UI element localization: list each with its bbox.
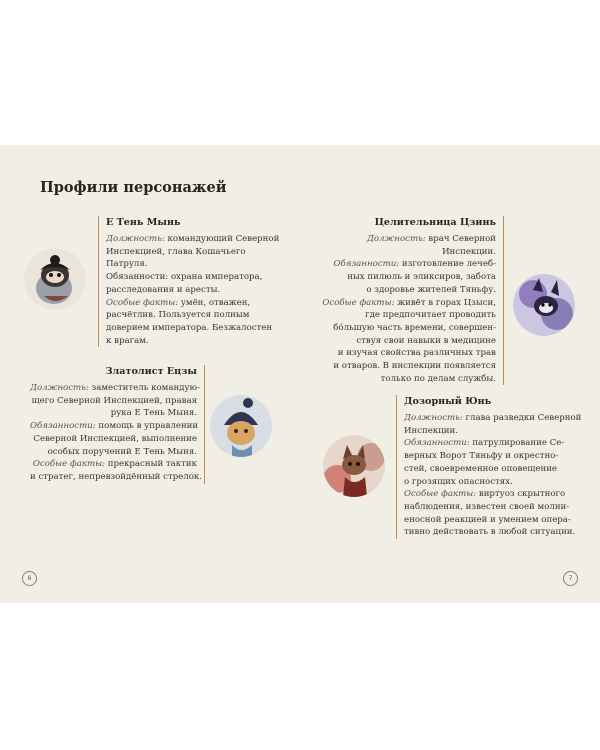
profile-tselitelnitsa-tszin: Целительница Цзинь Должность: врач Северной Инспекции. Обязанности: изготовление лечеб- ных пилюль и эликсиров, забота о здоровье жителей Тяньфу. Особые факты: живёт в горах Цзыси, где предпочитает проводить бо́льшую часть времени, совершен- ствуя свои навыки в медицине и изучая свойства различных трав и отваров. В инспекции появляется только по делам службы. [313, 216, 504, 385]
page-number-left: 6 [22, 571, 37, 586]
profile-name: Е Тень Мынь [106, 217, 181, 228]
avatar-tselitelnitsa-tszin [513, 274, 575, 336]
portrait-purple-cat-icon [513, 274, 575, 336]
profile-name: Целительница Цзинь [374, 217, 496, 228]
profile-name: Дозорный Юнь [404, 396, 492, 407]
avatar-zlatolist-yetszy [210, 395, 272, 457]
portrait-black-cat-icon [24, 248, 86, 310]
book-spread [0, 145, 600, 603]
page-title: Профили персонажей [40, 179, 227, 196]
portrait-ginger-cat-icon [210, 395, 272, 457]
page-number-right: 7 [563, 571, 578, 586]
profile-name: Златолист Ецзы [105, 366, 197, 377]
avatar-e-ten-myn [24, 248, 86, 310]
profile-dozorny-yun: Дозорный Юнь Должность: глава разведки Северной Инспекции. Обязанности: патрулирование Се- верных Ворот Тяньфу и окрестно- стей, своевременное оповещение о грозящих опасностях. Особые факты: виртуоз скрытного наблюдения, известен своей молни- еносной реакцией и умением опера- тивно действовать в любой ситуации. [396, 395, 589, 539]
portrait-red-cat-icon [323, 435, 385, 497]
avatar-dozorny-yun [323, 435, 385, 497]
profile-e-ten-myn: Е Тень Мынь Должность: командующий Северной Инспекцией, глава Кошачьего Патруля. Обязанности: охрана императора, расследования и аресты. Особые факты: умён, отважен, расчётлив. Пользуется полным доверием императора. Безжалостен к врагам. [98, 216, 286, 347]
profile-zlatolist-yetszy: Златолист Ецзы Должность: заместитель командую- щего Северной Инспекцией, правая рука Е Тень Мыня. Обязанности: помощь в управлении Северной Инспекцией, выполнение особых поручений Е Тень Мыня. Особые факты: прекрасный тактик и стратег, непревзойдённый стрелок. [30, 365, 205, 484]
